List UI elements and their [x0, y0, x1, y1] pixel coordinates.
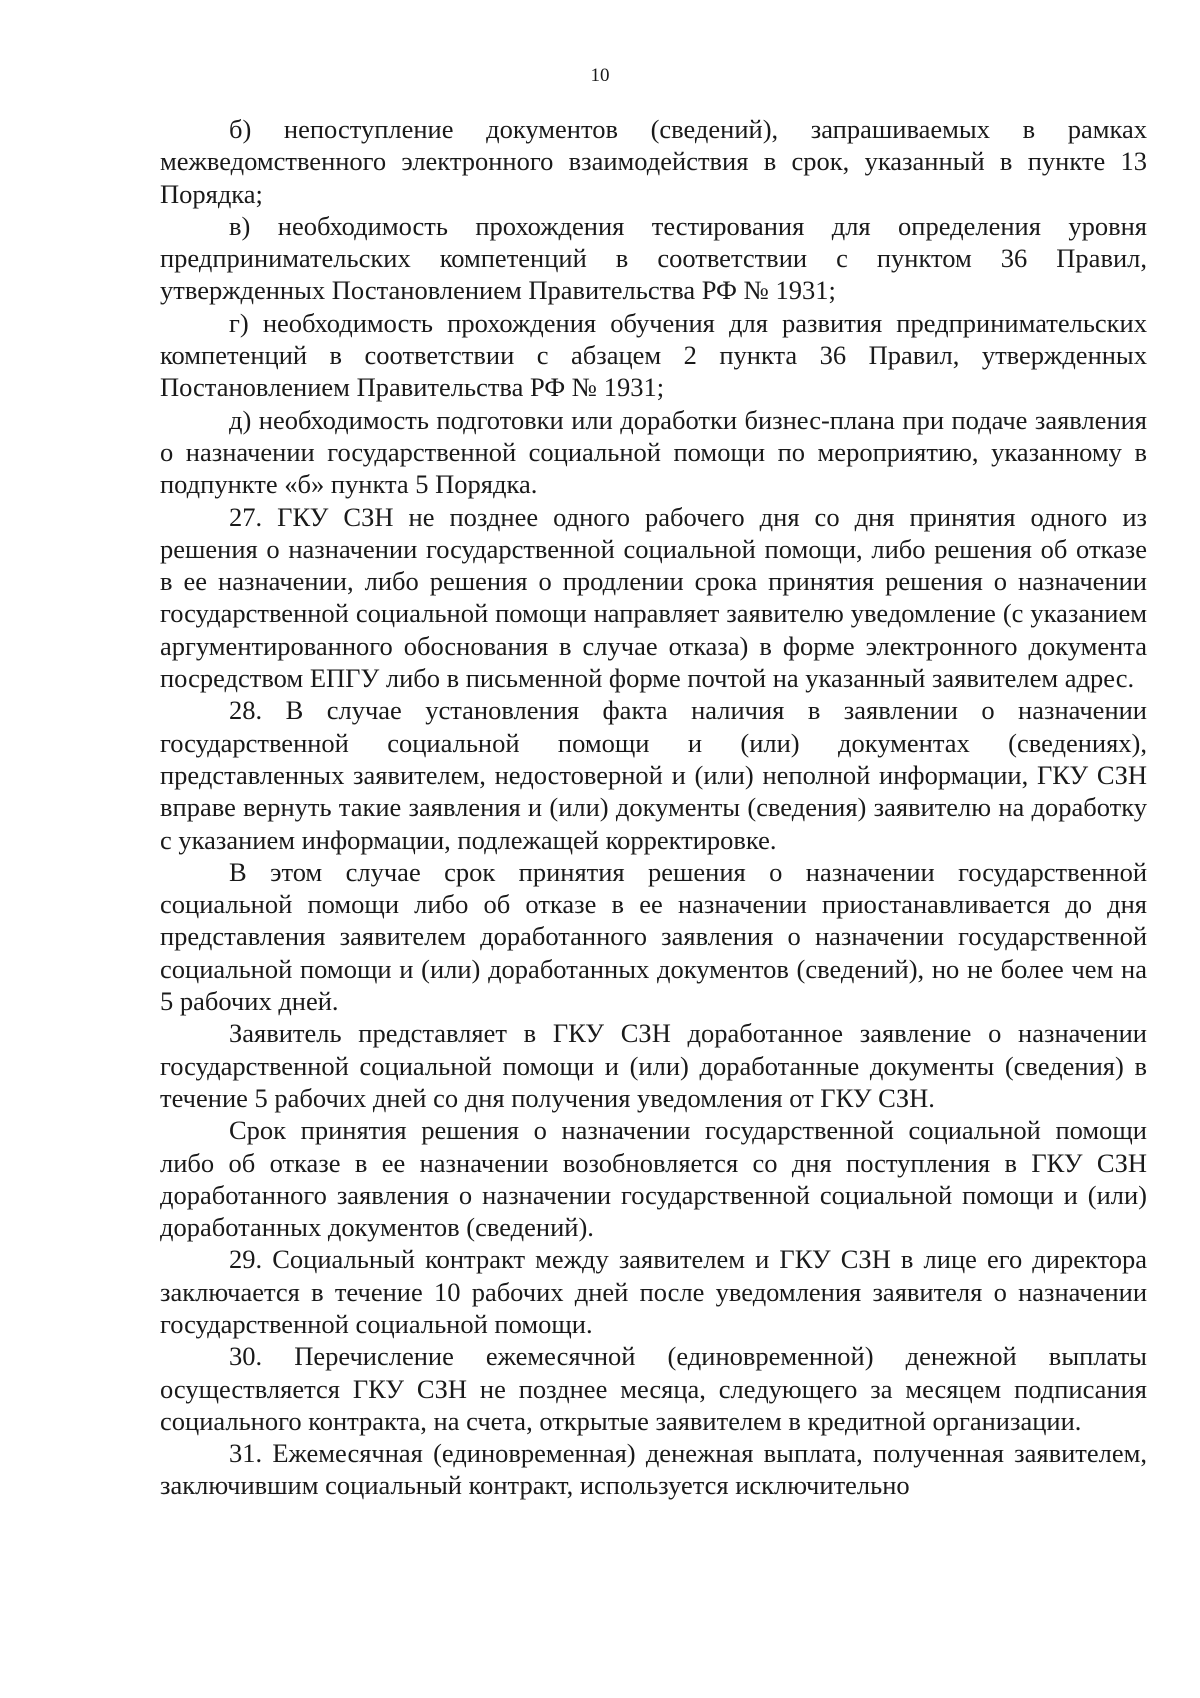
paragraph-27: 27. ГКУ СЗН не позднее одного рабочего дня со дня принятия одного из решения о назначении государственной социальной помощи, либо решения об отказе в ее назначении, либо решения о продлении срока принятия решения о назначении государственной социальной помощи направляет заявителю уведомление (с указанием аргументированного обоснования в случае отказа) в форме электронного документа посредством ЕПГУ либо в письменной форме почтой на указанный заявителем адрес.: [160, 501, 1147, 694]
paragraph-28-part-4: Срок принятия решения о назначении государственной социальной помощи либо об отказе в ее назначении возобновляется со дня поступления в ГКУ СЗН доработанного заявления о назначении государственной социальной помощи и (или) доработанных документов (сведений).: [160, 1115, 1147, 1243]
paragraph-28: 28. В случае установления факта наличия в заявлении о назначении государственной социальной помощи и (или) документах (сведениях), представленных заявителем, недостоверной и (или) неполной информации, ГКУ СЗН вправе вернуть такие заявления и (или) документы (сведения) заявителю на доработку с указанием информации, подлежащей корректировке.: [160, 695, 1147, 855]
paragraph-item-b: б) непоступление документов (сведений), запрашиваемых в рамках межведомственного электронного взаимодействия в срок, указанный в пункте 13 Порядка;: [160, 114, 1147, 209]
paragraph-28-part-2: В этом случае срок принятия решения о назначении государственной социальной помощи либо об отказе в ее назначении приостанавливается до дня представления заявителем доработанного заявления о назначении государственной социальной помощи и (или) доработанных документов (сведений), но не более чем на 5 рабочих дней.: [160, 856, 1147, 1017]
paragraph-30: 30. Перечисление ежемесячной (единовременной) денежной выплаты осуществляется ГКУ СЗН не позднее месяца, следующего за месяцем подписания социального контракта, на счета, открытые заявителем в кредитной организации.: [160, 1341, 1147, 1436]
paragraph-29: 29. Социальный контракт между заявителем и ГКУ СЗН в лице его директора заключается в течение 10 рабочих дней после уведомления заявителя о назначении государственной социальной помощи.: [160, 1244, 1147, 1339]
document-body: [160, 113, 1147, 1502]
paragraph-item-v: в) необходимость прохождения тестирования для определения уровня предпринимательских компетенций в соответствии с пунктом 36 Правил, утвержденных Постановлением Правительства РФ № 1931;: [160, 210, 1147, 306]
paragraph-31: 31. Ежемесячная (единовременная) денежная выплата, полученная заявителем, заключившим социальный контракт, используется исключительно: [160, 1438, 1147, 1501]
paragraph-item-g: г) необходимость прохождения обучения для развития предпринимательских компетенций в соответствии с абзацем 2 пункта 36 Правил, утвержденных Постановлением Правительства РФ № 1931;: [160, 307, 1147, 403]
paragraph-28-part-3: Заявитель представляет в ГКУ СЗН доработанное заявление о назначении государственной социальной помощи и (или) доработанные документы (сведения) в течение 5 рабочих дней со дня получения уведомления от ГКУ СЗН.: [160, 1018, 1147, 1113]
page-number: 10: [590, 65, 610, 86]
paragraph-item-d: д) необходимость подготовки или доработки бизнес-плана при подаче заявления о назначении государственной социальной помощи по мероприятию, указанному в подпункте «б» пункта 5 Порядка.: [160, 404, 1147, 500]
